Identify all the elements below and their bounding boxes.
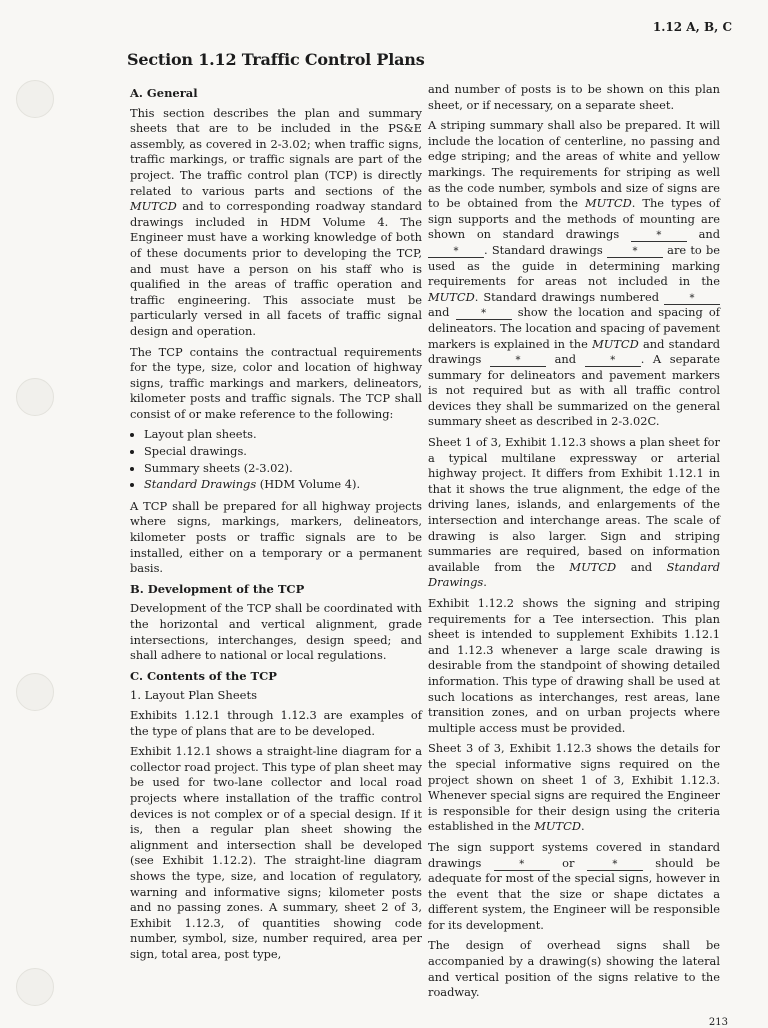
blank-field: *: [585, 356, 641, 367]
section-c-paragraph-2: Exhibit 1.12.1 shows a straight-line diagram for a collector road project. This type of plan sheet may be used for two-lane collector and local road projects where installation of the traffic control devices is not complex or of a special design. If it is, then a regular plan sheet showing the alignment and intersection shall be developed (see Exhibit 1.12.2). The straight-line diagram shows the type, size, and location of regulatory, warning and informative signs; kilometer posts and no passing zones. A summary, sheet 2 of 3, Exhibit 1.12.3, of quantities showing code number, symbol, size, number required, area per sign, total area, post type,: [130, 744, 422, 961]
blank-field: *: [494, 860, 550, 871]
section-b-heading: B. Development of the TCP: [130, 581, 305, 596]
punch-hole-lower: [16, 673, 54, 711]
list-item: • Summary sheets (2-3.02).: [144, 461, 422, 477]
right-column: [428, 82, 720, 1006]
blank-field: *: [456, 309, 512, 320]
punch-hole-middle: [16, 378, 54, 416]
punch-hole-bottom: [16, 968, 54, 1006]
page-number: 213: [708, 1017, 728, 1028]
left-column: [130, 82, 422, 967]
right-paragraph-6: The sign support systems covered in standard drawings * or * should be adequate for most of the special signs, however in the event that the size or shape dictates a different system, the Engineer will be responsible for its development.: [428, 839, 720, 932]
section-a-paragraph-2: The TCP contains the contractual requirements for the type, size, color and location of highway signs, traffic markings and markers, delineators, kilometer posts and traffic signals. The TCP shall consist of or make reference to the following:: [130, 344, 422, 421]
right-paragraph-7: The design of overhead signs shall be accompanied by a drawing(s) showing the lateral and vertical position of the signs relative to the roadway.: [428, 938, 720, 1000]
section-c-subheading: 1. Layout Plan Sheets: [130, 688, 257, 703]
blank-field: *: [631, 231, 687, 242]
section-a-paragraph-3: A TCP shall be prepared for all highway projects where signs, markings, markers, delineators, kilometer posts or traffic signals are to be installed, either on a temporary or a permanent basis.: [130, 498, 422, 576]
blank-field: *: [607, 247, 663, 258]
list-item: • Layout plan sheets.: [144, 427, 422, 443]
blank-field: *: [664, 294, 720, 305]
blank-field: *: [490, 356, 546, 367]
list-item: • Special drawings.: [144, 444, 422, 460]
blank-field: *: [587, 860, 643, 871]
section-a-heading: A. General: [130, 86, 198, 100]
right-paragraph-2: A striping summary shall also be prepared. It will include the location of centerline, no passing and edge striping; and the areas of white and yellow markings. The requirements for striping as well as the code number, symbols and size of signs are to be obtained from the MUTCD. The types of sign supports and the methods of mounting are shown on standard drawings * and * . Standard drawings * are to be used as the guide in determining marking requirements for areas not included in the MUTCD. Standard drawings numbered * and * show the location and spacing of delineators. The location and spacing of pavement markers is explained in the MUTCD and standard drawings * and * . A separate summary for delineators and pavement markers is not required but as with all traffic control devices they shall be summarized on the general summary sheet as described in 2-3.02C.: [428, 118, 720, 429]
section-c-paragraph-1: Exhibits 1.12.1 through 1.12.3 are examples of the type of plans that are to be developed.: [130, 707, 422, 738]
page-title: Section 1.12 Traffic Control Plans: [127, 50, 425, 69]
page-section-id: 1.12 A, B, C: [652, 20, 732, 34]
right-paragraph-5: Sheet 3 of 3, Exhibit 1.12.3 shows the details for the special informative signs required on the project shown on sheet 1 of 3, Exhibit 1.12.3. Whenever special signs are required the Engineer is responsible for their design using the criteria established in the MUTCD.: [428, 741, 720, 834]
punch-hole-top: [16, 80, 54, 118]
section-a-paragraph-1: This section describes the plan and summary sheets that are to be included in the PS&E assembly, as covered in 2-3.02; when traffic signs, traffic markings, or traffic signals are part of the project. The traffic control plan (TCP) is directly related to various parts and sections of the MUTCD and to corresponding roadway standard drawings included in HDM Volume 4. The Engineer must have a working knowledge of both of these documents prior to developing the TCP, and must have a person on his staff who is qualified in the areas of traffic operation and traffic engineering. This associate must be particularly versed in all facets of traffic signal design and operation.: [130, 105, 422, 338]
right-paragraph-3: Sheet 1 of 3, Exhibit 1.12.3 shows a plan sheet for a typical multilane expressway or arterial highway project. It differs from Exhibit 1.12.1 in that it shows the true alignment, the edge of the driving lanes, islands, and enlargements of the intersection and interchange areas. The scale of drawing is also larger. Sign and striping summaries are required, based on information available from the MUTCD and Standard Drawings.: [428, 435, 720, 590]
right-paragraph-4: Exhibit 1.12.2 shows the signing and striping requirements for a Tee intersection. This plan sheet is intended to supplement Exhibits 1.12.1 and 1.12.3 whenever a large scale drawing is desirable from the standpoint of showing detailed information. This type of drawing shall be used at such locations as interchanges, rest areas, lane transition zones, and on urban projects where multiple access must be provided.: [428, 596, 720, 735]
section-c-heading: C. Contents of the TCP: [130, 668, 277, 683]
section-b-paragraph-1: Development of the TCP shall be coordinated with the horizontal and vertical alignment, grade intersections, interchanges, design speed; and shall adhere to national or local regulations.: [130, 601, 422, 663]
right-paragraph-1: and number of posts is to be shown on this plan sheet, or if necessary, on a separate sheet.: [428, 82, 720, 112]
blank-field: *: [428, 247, 484, 258]
list-item: • Standard Drawings (HDM Volume 4).: [144, 477, 422, 493]
tcp-component-list: [130, 427, 422, 492]
